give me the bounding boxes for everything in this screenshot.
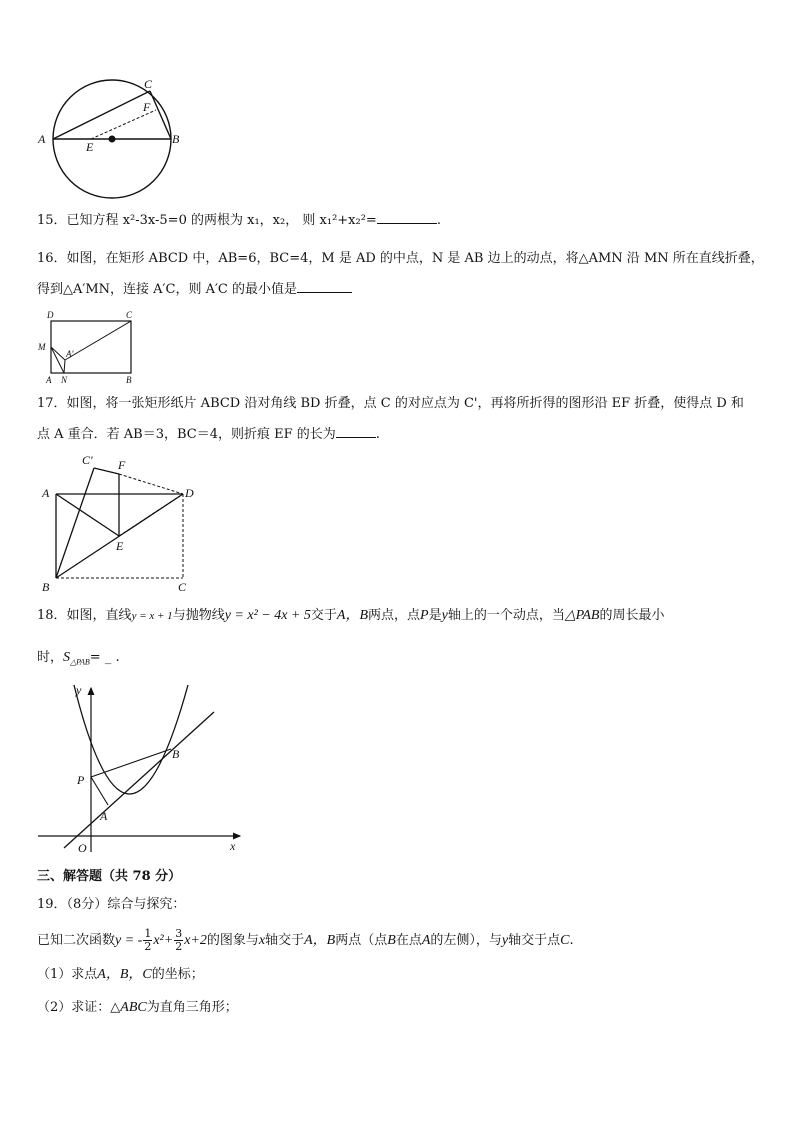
label-d: D [47, 310, 54, 320]
question-16-line2 [37, 280, 767, 300]
q18-y: y [441, 608, 448, 623]
question-19-header: 19．（8分）综合与探究： [37, 897, 186, 912]
q19-p1c: 的坐标； [151, 967, 204, 982]
segment-bc-prime [56, 468, 94, 578]
q19-fraction-2 [174, 928, 183, 953]
label-n: N [61, 375, 68, 385]
q18-parabola-eq: y = x² − 4x + 5 [224, 608, 311, 623]
label-e: E [116, 539, 124, 553]
segment-ef [91, 110, 156, 139]
q18-area: S [63, 650, 71, 665]
question-19-part1 [37, 965, 767, 985]
q17-answer-blank [336, 425, 376, 438]
q15-text-a: 已知方程 [66, 213, 119, 228]
q18-t3: 交于 [310, 608, 337, 623]
label-p: P [77, 773, 85, 787]
segment-ma [51, 347, 65, 360]
question-17-line2 [37, 425, 767, 445]
label-d: D [185, 486, 194, 500]
q16-answer-blank [297, 280, 352, 293]
q18-triangle: △PAB [564, 608, 600, 623]
q17-number: 17． [37, 396, 67, 411]
segment-c-prime-f [94, 468, 119, 474]
label-o: O [78, 841, 87, 855]
q19-f1-den: 2 [144, 940, 152, 953]
label-c: C [178, 580, 187, 594]
label-a: A [46, 375, 52, 385]
q18-number: 18． [37, 608, 67, 623]
label-b: B [172, 132, 180, 146]
label-y: y [76, 683, 82, 697]
label-b: B [42, 580, 50, 594]
straight-line [64, 712, 214, 848]
question-17-line1 [37, 394, 767, 414]
label-c: C [126, 310, 133, 320]
q18-line2a: 时， [37, 650, 64, 665]
q18-t5: 是 [428, 608, 442, 623]
label-a-prime: A' [66, 349, 74, 359]
label-a: A [38, 132, 46, 146]
q16-line1: 如图，在矩形 ABCD 中，AB=6，BC=4，M 是 AD 的中点，N 是 AB 边上的动点，将△AMN 沿 MN 所在直线折叠， [66, 251, 764, 266]
q18-t4: 两点，点 [368, 608, 421, 623]
segment-ae [56, 494, 119, 536]
q15-end: . [436, 213, 441, 228]
q17-line1: 如图，将一张矩形纸片 ABCD 沿对角线 BD 折叠，点 C 的对应点为 C'，再将所折得的图形沿 EF 折叠，使得点 D 和 [66, 396, 744, 411]
q19-s8: 在点 [395, 933, 422, 948]
q16-line2: 得到△A′MN，连接 A′C，则 A′C 的最小值是 [37, 282, 297, 297]
q19-s11: y [501, 933, 509, 948]
q18-line-eq: y = x + 1 [131, 610, 173, 622]
label-b: B [126, 375, 132, 385]
q19-s9: A [421, 933, 431, 948]
q15-text-c: 则 [302, 213, 316, 228]
rect-abcd [51, 321, 131, 373]
question-18-line2 [37, 648, 767, 673]
section-3-title: 三、解答题（共 78 分） [37, 869, 182, 884]
q15-answer-blank [377, 211, 437, 224]
question-16-line1 [37, 249, 767, 269]
q19-f2-den: 2 [175, 940, 183, 953]
q18-t7: 的周长最小 [599, 608, 665, 623]
q19-x2: x²+ [153, 933, 174, 948]
question-19-statement [37, 927, 767, 955]
segment-ac [65, 321, 131, 360]
segment-fd [119, 474, 183, 494]
segment-an [64, 360, 65, 373]
q19-s3: x [258, 933, 266, 948]
q19-fraction-1 [143, 928, 152, 953]
q15-expr: x₁²+x₂²= [319, 213, 377, 228]
q19-p1b: A，B，C [97, 967, 152, 982]
q19-s7: B [387, 933, 396, 948]
q19-s1: 已知二次函数 [37, 933, 116, 948]
label-x: x [230, 839, 236, 853]
segment-mn [51, 347, 64, 373]
q15-roots: x₁，x₂， [247, 213, 299, 228]
rectangle-fold-figure [36, 308, 146, 386]
label-f: F [118, 458, 126, 472]
center-dot [109, 136, 116, 143]
label-c-prime: C' [82, 453, 93, 467]
chord-ac [53, 91, 150, 139]
label-m: M [38, 342, 46, 352]
q17-line2b: . [375, 427, 380, 442]
label-e: E [86, 140, 94, 154]
q19-s5: A，B [304, 933, 336, 948]
segment-pa [91, 777, 108, 805]
q18-t6: 轴上的一个动点，当 [447, 608, 565, 623]
label-b: B [172, 747, 180, 761]
q18-p: P [420, 608, 429, 623]
q18-points: A，B [336, 608, 369, 623]
q19-p2a: （2）求证：△ [37, 1000, 121, 1015]
question-18-line1 [37, 606, 767, 626]
label-c: C [144, 77, 153, 91]
q19-s14: . [569, 933, 574, 948]
q16-number: 16． [37, 251, 67, 266]
label-a: A [42, 486, 50, 500]
label-f: F [143, 100, 151, 114]
segment-pb [91, 749, 171, 777]
chord-cb [150, 91, 171, 139]
q18-area-sub: △PAB [70, 657, 90, 667]
parabola-line-graph [36, 680, 246, 855]
q18-t2: 与抛物线 [172, 608, 225, 623]
q19-p2c: 为直角三角形； [146, 1000, 238, 1015]
double-fold-figure [38, 452, 208, 597]
q19-s6: 两点（点 [335, 933, 388, 948]
question-15 [37, 211, 767, 231]
q18-line2b: = _ . [89, 650, 120, 665]
q19-s4: 轴交于 [265, 933, 305, 948]
q19-s12: 轴交于点 [508, 933, 561, 948]
q19-p1a: （1）求点 [37, 967, 98, 982]
q18-t1: 如图，直线 [66, 608, 132, 623]
q19-s10: 的左侧），与 [430, 933, 502, 948]
circle-figure [36, 76, 186, 201]
q15-equation: x²-3x-5=0 [122, 213, 187, 228]
label-a: A [100, 809, 108, 823]
question-19-part2 [37, 998, 767, 1018]
q19-yeq: y = - [115, 933, 143, 948]
q17-line2a: 点 A 重合．若 AB＝3，BC＝4，则折痕 EF 的长为 [37, 427, 336, 442]
q19-s2: 的图象与 [206, 933, 259, 948]
q19-p2b: ABC [120, 1000, 147, 1015]
q19-s13: C [560, 933, 570, 948]
q19-rest: x+2 [184, 933, 207, 948]
q15-text-b: 的两根为 [190, 213, 243, 228]
q19-f2-num: 3 [175, 927, 183, 940]
q15-number: 15． [37, 213, 67, 228]
q19-f1-num: 1 [144, 927, 152, 940]
